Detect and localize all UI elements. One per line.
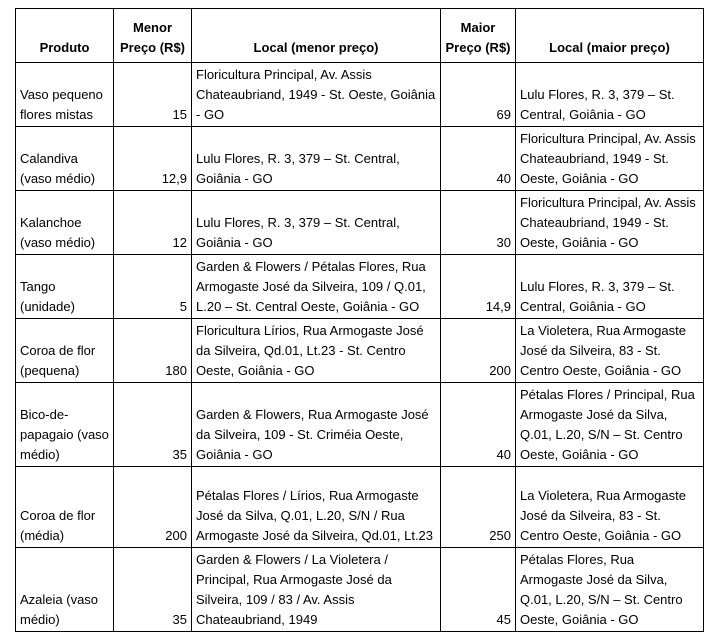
cell-maior-preco: 69 xyxy=(441,63,516,127)
cell-local-menor: Garden & Flowers / La Violetera / Principal, Rua Armogaste José da Silveira, 109 / 83 / Av. Assis Chateaubriand, 1949 xyxy=(192,548,441,632)
cell-maior-preco: 40 xyxy=(441,127,516,191)
table-row xyxy=(16,319,704,383)
cell-produto: Calandiva (vaso médio) xyxy=(16,127,114,191)
cell-produto: Tango (unidade) xyxy=(16,255,114,319)
table-row xyxy=(16,255,704,319)
cell-local-menor: Pétalas Flores / Lírios, Rua Armogaste José da Silva, Q.01, L.20, S/N / Rua Armogaste José da Silveira, Qd.01, Lt.23 xyxy=(192,467,441,548)
cell-local-maior: Lulu Flores, R. 3, 379 – St. Central, Goiânia - GO xyxy=(516,255,704,319)
cell-produto: Vaso pequeno flores mistas xyxy=(16,63,114,127)
cell-local-menor: Lulu Flores, R. 3, 379 – St. Central, Goiânia - GO xyxy=(192,191,441,255)
cell-local-maior: Floricultura Principal, Av. Assis Chateaubriand, 1949 - St. Oeste, Goiânia - GO xyxy=(516,127,704,191)
cell-maior-preco: 14,9 xyxy=(441,255,516,319)
cell-produto: Coroa de flor (pequena) xyxy=(16,319,114,383)
cell-local-menor: Lulu Flores, R. 3, 379 – St. Central, Goiânia - GO xyxy=(192,127,441,191)
header-produto: Produto xyxy=(16,9,114,63)
cell-menor-preco: 12 xyxy=(114,191,192,255)
cell-menor-preco: 12,9 xyxy=(114,127,192,191)
cell-local-maior: Pétalas Flores / Principal, Rua Armogaste José da Silva, Q.01, L.20, S/N – St. Centro Oeste, Goiânia - GO xyxy=(516,383,704,467)
header-local-maior: Local (maior preço) xyxy=(516,9,704,63)
cell-local-menor: Garden & Flowers, Rua Armogaste José da Silveira, 109 - St. Criméia Oeste, Goiânia - GO xyxy=(192,383,441,467)
cell-maior-preco: 45 xyxy=(441,548,516,632)
cell-produto: Azaleia (vaso médio) xyxy=(16,548,114,632)
table-row xyxy=(16,467,704,548)
cell-local-menor: Garden & Flowers / Pétalas Flores, Rua Armogaste José da Silveira, 109 / Q.01, L.20 – St. Central Oeste, Goiânia - GO xyxy=(192,255,441,319)
header-maior-preco: Maior Preço (R$) xyxy=(441,9,516,63)
table-row xyxy=(16,191,704,255)
table-row xyxy=(16,383,704,467)
cell-menor-preco: 15 xyxy=(114,63,192,127)
cell-local-maior: La Violetera, Rua Armogaste José da Silveira, 83 - St. Centro Oeste, Goiânia - GO xyxy=(516,467,704,548)
table-header-row xyxy=(16,9,704,63)
cell-maior-preco: 40 xyxy=(441,383,516,467)
table-row xyxy=(16,127,704,191)
cell-local-maior: Floricultura Principal, Av. Assis Chateaubriand, 1949 - St. Oeste, Goiânia - GO xyxy=(516,191,704,255)
table-row xyxy=(16,548,704,632)
cell-produto: Bico-de-papagaio (vaso médio) xyxy=(16,383,114,467)
price-comparison-table xyxy=(15,8,704,632)
cell-maior-preco: 250 xyxy=(441,467,516,548)
cell-produto: Coroa de flor (média) xyxy=(16,467,114,548)
cell-maior-preco: 200 xyxy=(441,319,516,383)
cell-local-maior: Pétalas Flores, Rua Armogaste José da Silva, Q.01, L.20, S/N – St. Centro Oeste, Goiânia - GO xyxy=(516,548,704,632)
cell-menor-preco: 200 xyxy=(114,467,192,548)
cell-menor-preco: 35 xyxy=(114,383,192,467)
cell-menor-preco: 180 xyxy=(114,319,192,383)
cell-local-menor: Floricultura Lírios, Rua Armogaste José da Silveira, Qd.01, Lt.23 - St. Centro Oeste, Goiânia - GO xyxy=(192,319,441,383)
cell-maior-preco: 30 xyxy=(441,191,516,255)
cell-menor-preco: 5 xyxy=(114,255,192,319)
cell-produto: Kalanchoe (vaso médio) xyxy=(16,191,114,255)
table-row xyxy=(16,63,704,127)
cell-local-maior: Lulu Flores, R. 3, 379 – St. Central, Goiânia - GO xyxy=(516,63,704,127)
cell-local-menor: Floricultura Principal, Av. Assis Chateaubriand, 1949 - St. Oeste, Goiânia - GO xyxy=(192,63,441,127)
header-local-menor: Local (menor preço) xyxy=(192,9,441,63)
cell-menor-preco: 35 xyxy=(114,548,192,632)
cell-local-maior: La Violetera, Rua Armogaste José da Silveira, 83 - St. Centro Oeste, Goiânia - GO xyxy=(516,319,704,383)
header-menor-preco: Menor Preço (R$) xyxy=(114,9,192,63)
